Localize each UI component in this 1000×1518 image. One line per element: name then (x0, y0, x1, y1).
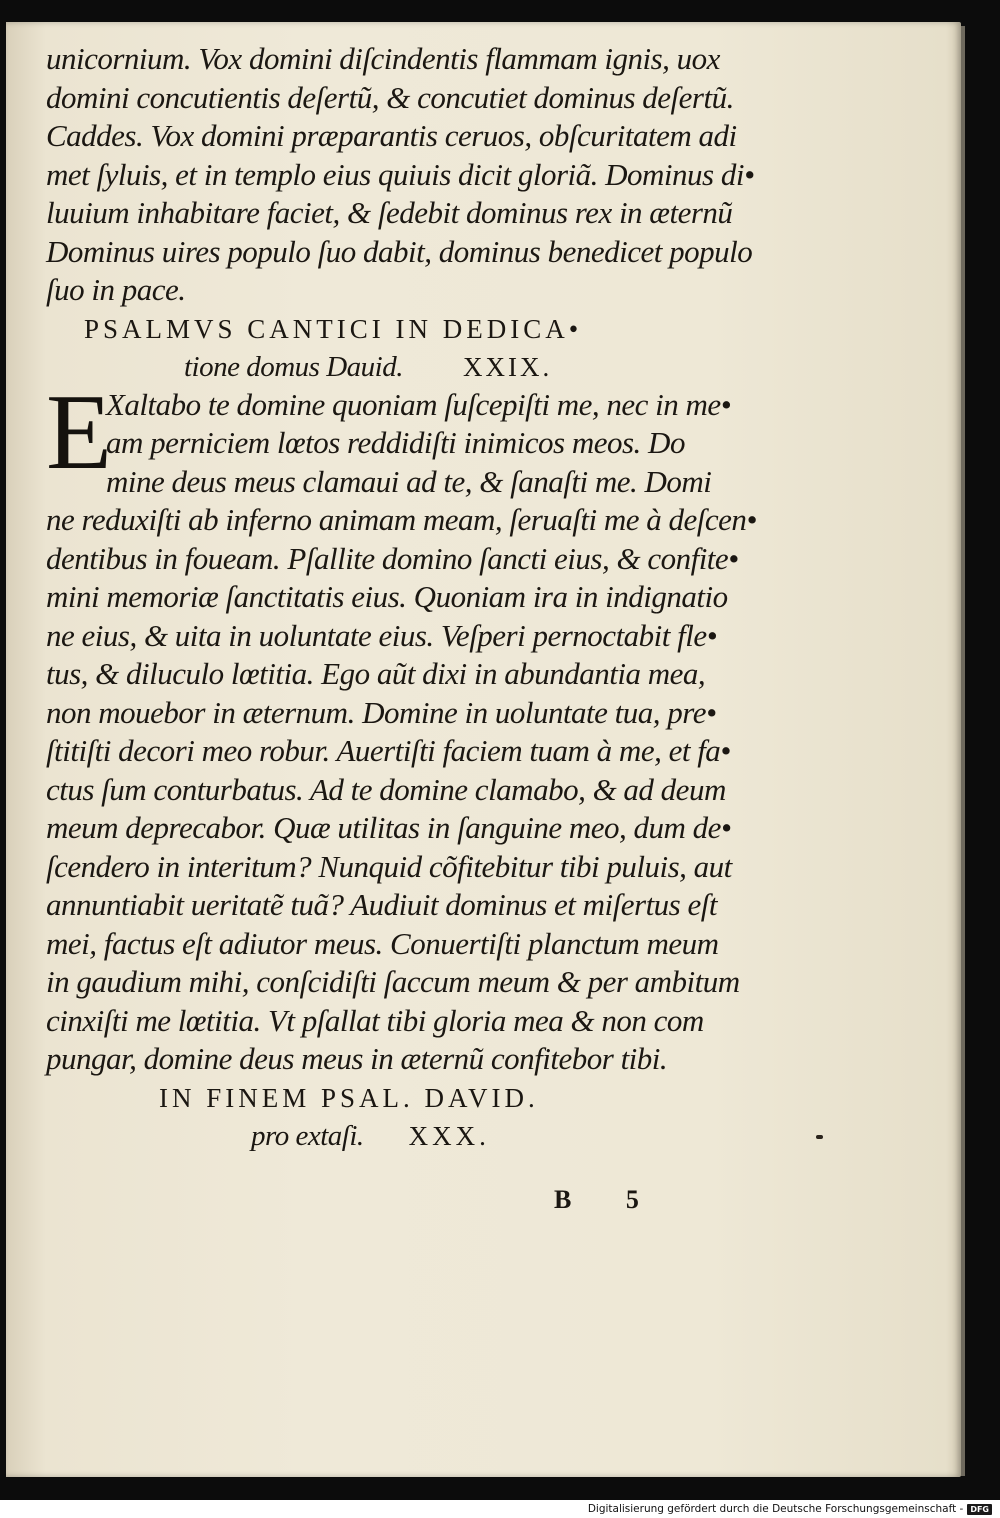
psalm-heading-subtitle: tione domus Dauid. (184, 350, 403, 383)
body-line: ſuo in pace. (46, 272, 186, 307)
page-text-block (46, 40, 757, 1155)
body-line: am perniciem lœtos reddidiſti inimicos meos. Do (106, 425, 685, 460)
body-line: pungar, domine deus meus in æternũ confitebor tibi. (46, 1041, 668, 1076)
digitization-credit (588, 1501, 992, 1518)
body-line: Caddes. Vox domini præparantis ceruos, obſcuritatem adi (46, 118, 737, 153)
body-line: Dominus uires populo ſuo dabit, dominus benedicet populo (46, 233, 753, 269)
psalm-heading-subtitle: pro extaſi. (251, 1119, 364, 1152)
body-line: mei, factus eſt adiutor meus. Conuertiſti planctum meum (46, 925, 719, 961)
page-edge (961, 26, 965, 1476)
body-line: luuium inhabitare faciet, & ſedebit dominus rex in æternũ (46, 195, 733, 230)
psalm-heading-xxix: PSALMVS CANTICI IN DEDICA• (84, 313, 583, 344)
body-line: ſtitiſti decori meo robur. Auertiſti faciem tuam à me, et fa• (46, 733, 731, 768)
body-line: meum deprecabor. Quæ utilitas in ſanguine meo, dum de• (46, 810, 732, 845)
signature-mark: B 5 (554, 1185, 663, 1214)
body-line: domini concutientis deſertũ, & concutiet dominus deſertũ. (46, 79, 734, 115)
body-line: ne reduxiſti ab inferno animam meam, ſeruaſti me à deſcen• (46, 502, 757, 537)
psalm-heading-xxx-line2 (46, 1117, 746, 1155)
body-line: unicornium. Vox domini diſcindentis flammam ignis, uox (46, 41, 720, 76)
credit-text: Digitalisierung gefördert durch die Deutsche Forschungsgemeinschaft - (587, 1503, 964, 1515)
body-line: non mouebor in æternum. Domine in uoluntate tua, pre• (46, 694, 717, 730)
body-line: tus, & diluculo lœtitia. Ego aũt dixi in abundantia mea, (46, 656, 706, 691)
body-line: Xaltabo te domine quoniam ſuſcepiſti me, nec in me• (106, 386, 732, 422)
body-line: cinxiſti me lœtitia. Vt pſallat tibi gloria mea & non com (46, 1002, 704, 1038)
body-line: ctus ſum conturbatus. Ad te domine clamabo, & ad deum (46, 771, 726, 807)
psalm-number: XXIX. (462, 351, 553, 382)
body-line: dentibus in foueam. Pſallite domino ſancti eius, & confite• (46, 540, 739, 576)
body-line: in gaudium mihi, conſcidiſti ſaccum meum & per ambitum (46, 964, 740, 999)
body-line: ſcendero in interitum? Nunquid cõfitebitur tibi puluis, aut (46, 848, 732, 884)
body-line: annuntiabit ueritatẽ tuã? Audiuit dominus et miſertus eſt (46, 887, 717, 922)
psalm-number: XXX. (408, 1120, 490, 1151)
ink-speck (816, 1135, 823, 1139)
body-line: mini memoriæ ſanctitatis eius. Quoniam ira in indignatio (46, 579, 728, 614)
drop-cap-initial: E (46, 372, 112, 492)
body-line: ne eius, & uita in uoluntate eius. Veſperi pernoctabit fle• (46, 617, 717, 653)
psalm-xxix-text (46, 372, 757, 1079)
psalm-heading-xxix-line2 (46, 348, 746, 386)
psalm-heading-xxx: IN FINEM PSAL. DAVID. (159, 1082, 539, 1113)
body-line: mine deus meus clamaui ad te, & ſanaſti me. Domi (106, 463, 712, 499)
body-line: met ſyluis, et in templo eius quiuis dicit gloriã. Dominus di• (46, 156, 755, 192)
dfg-logo: DFG (967, 1504, 992, 1515)
